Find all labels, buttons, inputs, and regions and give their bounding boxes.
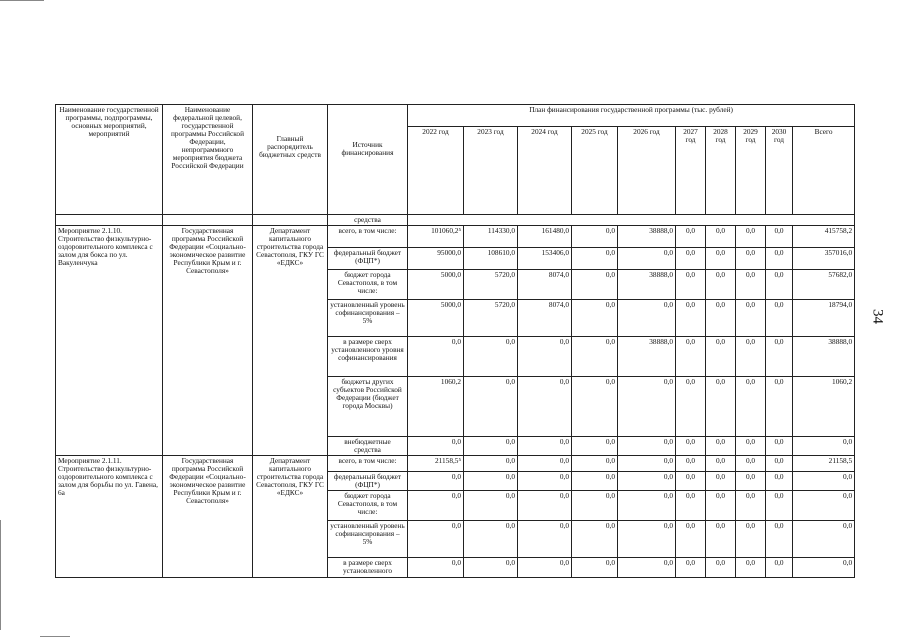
year-value: 0,0 [408,337,464,377]
year-value: 0,0 [676,337,706,377]
total-value: 415758,2 [793,226,855,248]
year-value: 0,0 [676,521,706,558]
year-value: 0,0 [572,377,618,437]
year-value: 0,0 [464,472,518,491]
scan-edge-top [0,0,44,1]
year-value: 0,0 [572,270,618,300]
total-value: 18794,0 [793,300,855,337]
year-value: 0,0 [766,337,793,377]
year-value: 0,0 [766,300,793,337]
continuation-empty [163,215,253,226]
financing-table [55,104,855,578]
total-value: 57682,0 [793,270,855,300]
funding-source: внебюджетные средства [328,437,408,456]
year-value: 0,0 [706,472,736,491]
funding-source: в размере сверх установленного [328,558,408,578]
continuation-source: средства [328,215,408,226]
year-value: 38888,0 [618,270,676,300]
year-value: 0,0 [572,226,618,248]
year-value: 0,0 [618,558,676,578]
year-value: 0,0 [736,300,766,337]
year-value: 0,0 [706,437,736,456]
year-value: 0,0 [736,437,766,456]
year-value: 0,0 [518,491,572,521]
executor-name: Департамент капитального строительства города Севастополя, ГКУ ГС «ЕДКС» [253,456,328,578]
year-value: 0,0 [572,521,618,558]
table-row [56,226,855,248]
year-value: 0,0 [518,377,572,437]
year-value: 153406,0 [518,248,572,270]
header-year: 2024 год [518,127,572,215]
year-value: 0,0 [706,270,736,300]
funding-source: установленный уровень софинансирования – 5% [328,300,408,337]
year-value: 21158,5⁵ [408,456,464,472]
year-value: 114330,0 [464,226,518,248]
year-value: 0,0 [676,226,706,248]
year-value: 95000,0 [408,248,464,270]
year-value: 0,0 [736,521,766,558]
year-value: 0,0 [518,472,572,491]
funding-source: в размере сверх установленного уровня софинансирования [328,337,408,377]
year-value: 0,0 [706,558,736,578]
total-value: 0,0 [793,437,855,456]
year-value: 5000,0 [408,300,464,337]
year-value: 38888,0 [618,226,676,248]
funding-source: всего, в том числе: [328,456,408,472]
year-value: 0,0 [736,337,766,377]
year-value: 0,0 [408,491,464,521]
funding-source: установленный уровень софинансирования – 5% [328,521,408,558]
measure-name: Мероприятие 2.1.11. Строительство физкультурно-оздоровительного комплекса с залом для борьбы по ул. Гавена, 6а [56,456,163,578]
scan-edge-bottom [40,636,70,637]
year-value: 0,0 [766,472,793,491]
year-value: 8074,0 [518,270,572,300]
year-value: 0,0 [766,558,793,578]
year-value: 0,0 [736,472,766,491]
year-value: 161480,0 [518,226,572,248]
year-value: 0,0 [676,456,706,472]
year-value: 0,0 [464,377,518,437]
year-value: 0,0 [676,270,706,300]
year-value: 0,0 [518,437,572,456]
year-value: 1060,2 [408,377,464,437]
program-name: Государственная программа Российской Федерации «Социально-экономическое развитие Республики Крым и г. Севастополя» [163,226,253,456]
measure-name: Мероприятие 2.1.10. Строительство физкультурно-оздоровительного комплекса с залом для бокса по ул. Вакуленчука [56,226,163,456]
year-value: 0,0 [706,226,736,248]
header-year: 2025 год [572,127,618,215]
year-value: 0,0 [676,558,706,578]
year-value: 0,0 [618,491,676,521]
year-value: 0,0 [572,472,618,491]
year-value: 0,0 [572,491,618,521]
year-value: 8074,0 [518,300,572,337]
funding-source: федеральный бюджет (ФЦП*) [328,472,408,491]
total-value: 357016,0 [793,248,855,270]
year-value: 0,0 [706,456,736,472]
year-value: 0,0 [572,437,618,456]
header-row-top [56,105,855,127]
year-value: 0,0 [618,437,676,456]
year-value: 0,0 [676,437,706,456]
continuation-values [408,215,855,226]
year-value: 0,0 [706,377,736,437]
year-value: 0,0 [736,270,766,300]
year-value: 0,0 [408,521,464,558]
year-value: 0,0 [518,337,572,377]
total-value: 0,0 [793,472,855,491]
total-value: 0,0 [793,491,855,521]
year-value: 0,0 [676,300,706,337]
continuation-row [56,215,855,226]
year-value: 0,0 [464,491,518,521]
year-value: 0,0 [736,558,766,578]
scan-edge-left [0,520,1,630]
header-total: Всего [793,127,855,215]
total-value: 1060,2 [793,377,855,437]
year-value: 0,0 [766,377,793,437]
year-value: 0,0 [766,437,793,456]
year-value: 0,0 [518,558,572,578]
header-year: 2028 год [706,127,736,215]
year-value: 108610,0 [464,248,518,270]
year-value: 0,0 [618,300,676,337]
year-value: 0,0 [464,521,518,558]
year-value: 0,0 [706,300,736,337]
year-value: 0,0 [464,558,518,578]
program-name: Государственная программа Российской Федерации «Социально-экономическое развитие Республики Крым и г. Севастополя» [163,456,253,578]
executor-name: Департамент капитального строительства города Севастополя, ГКУ ГС «ЕДКС» [253,226,328,456]
year-value: 0,0 [408,558,464,578]
header-year: 2027 год [676,127,706,215]
year-value: 0,0 [572,337,618,377]
year-value: 0,0 [766,248,793,270]
header-target-program: Наименование федеральной целевой, государственной программы Российской Федерации, непрограммного мероприятия бюджета Российской Федерации [163,105,253,215]
year-value: 0,0 [676,248,706,270]
year-value: 0,0 [572,558,618,578]
funding-source: всего, в том числе: [328,226,408,248]
total-value: 38888,0 [793,337,855,377]
year-value: 0,0 [464,456,518,472]
year-value: 0,0 [766,491,793,521]
year-value: 0,0 [706,248,736,270]
year-value: 5720,0 [464,300,518,337]
year-value: 0,0 [766,456,793,472]
year-value: 0,0 [572,248,618,270]
total-value: 0,0 [793,558,855,578]
year-value: 0,0 [706,337,736,377]
total-value: 0,0 [793,521,855,558]
year-value: 0,0 [408,437,464,456]
header-year: 2023 год [464,127,518,215]
header-source: Источник финансирования [328,105,408,215]
year-value: 0,0 [676,472,706,491]
year-value: 0,0 [408,472,464,491]
total-value: 21158,5 [793,456,855,472]
continuation-empty [56,215,163,226]
year-value: 5720,0 [464,270,518,300]
continuation-empty [253,215,328,226]
year-value: 0,0 [736,377,766,437]
year-value: 0,0 [464,437,518,456]
funding-source: бюджеты других субъектов Российской Федерации (бюджет города Москвы) [328,377,408,437]
header-year: 2022 год [408,127,464,215]
year-value: 0,0 [618,456,676,472]
year-value: 0,0 [618,472,676,491]
funding-source: бюджет города Севастополя, в том числе: [328,491,408,521]
header-plan-title: План финансирования государственной программы (тыс. рублей) [408,105,855,127]
header-program: Наименование государственной программы, подпрограммы, основных мероприятий, мероприятий [56,105,163,215]
funding-source: бюджет города Севастополя, в том числе: [328,270,408,300]
year-value: 38888,0 [618,337,676,377]
year-value: 5000,0 [408,270,464,300]
year-value: 0,0 [518,521,572,558]
year-value: 0,0 [766,226,793,248]
year-value: 0,0 [518,456,572,472]
year-value: 0,0 [572,300,618,337]
year-value: 0,0 [706,491,736,521]
year-value: 0,0 [676,377,706,437]
header-year: 2029 год [736,127,766,215]
header-year: 2030 год [766,127,793,215]
year-value: 0,0 [766,521,793,558]
table-row [56,456,855,472]
year-value: 0,0 [618,248,676,270]
year-value: 101060,2⁵ [408,226,464,248]
year-value: 0,0 [736,226,766,248]
page-number: 34 [869,309,886,324]
year-value: 0,0 [572,456,618,472]
year-value: 0,0 [736,456,766,472]
year-value: 0,0 [736,491,766,521]
funding-source: федеральный бюджет (ФЦП*) [328,248,408,270]
year-value: 0,0 [618,377,676,437]
header-year: 2026 год [618,127,676,215]
year-value: 0,0 [676,491,706,521]
year-value: 0,0 [736,248,766,270]
year-value: 0,0 [618,521,676,558]
year-value: 0,0 [464,337,518,377]
year-value: 0,0 [706,521,736,558]
year-value: 0,0 [766,270,793,300]
header-executor: Главный распорядитель бюджетных средств [253,105,328,215]
